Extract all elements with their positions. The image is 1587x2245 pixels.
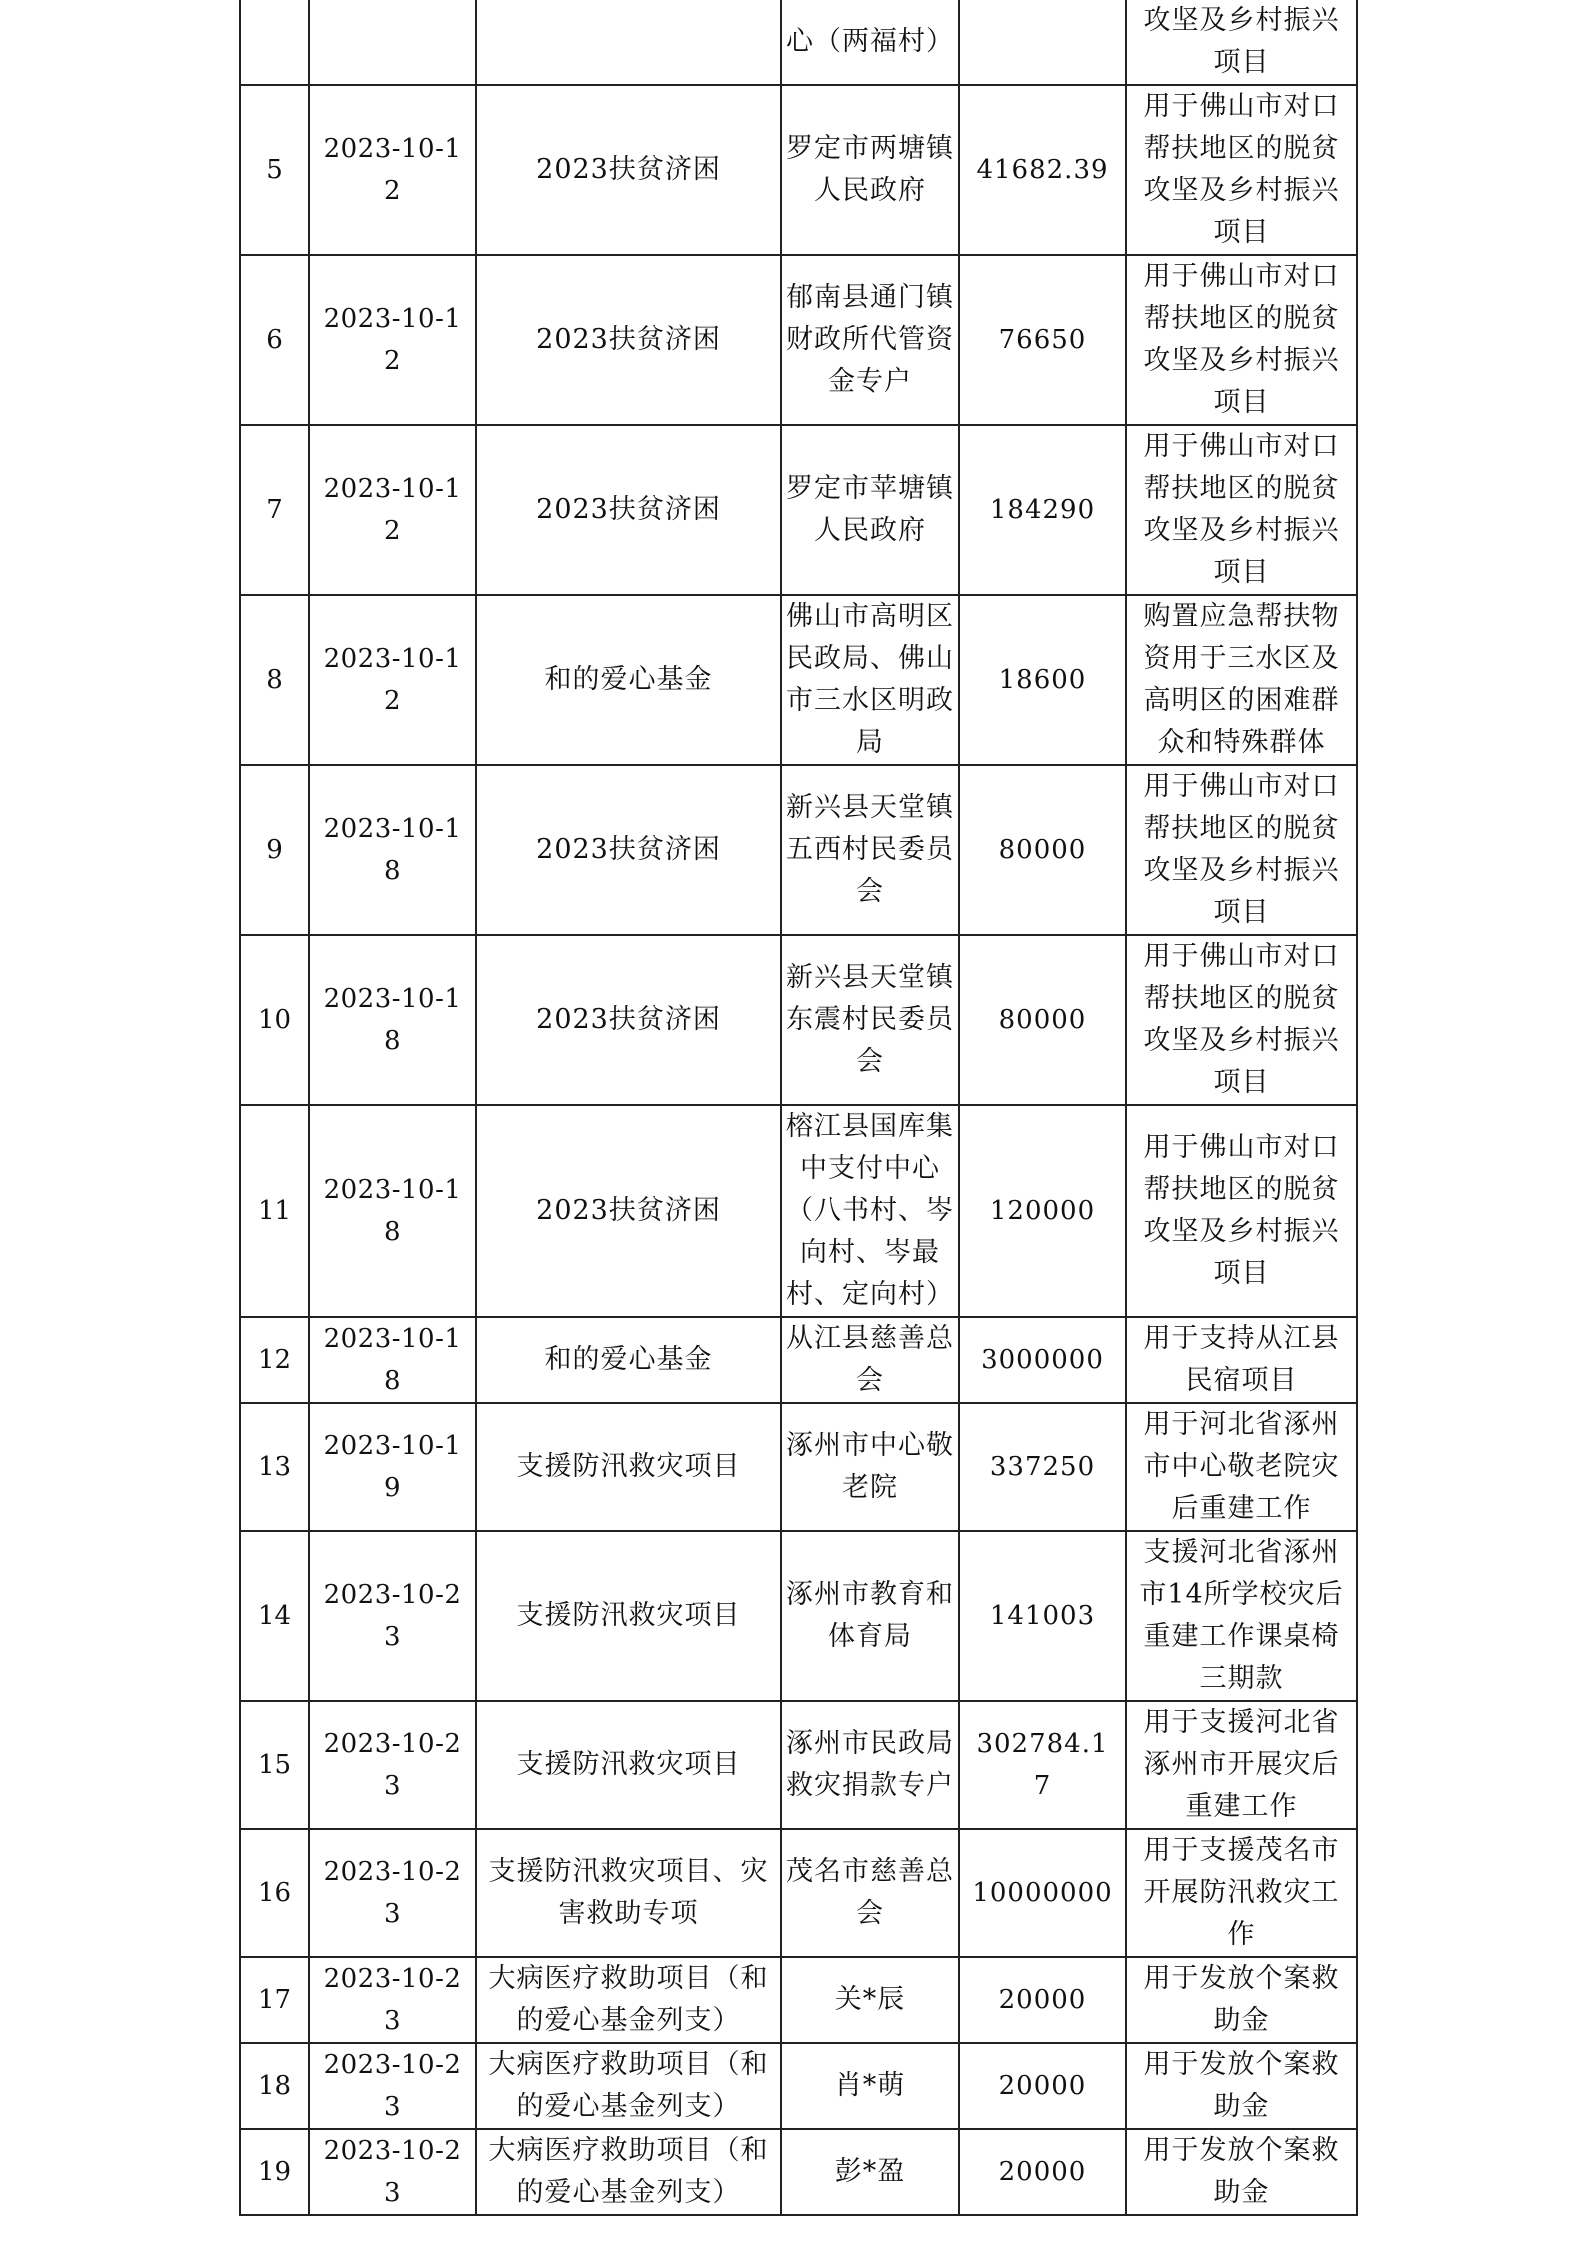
cell-amount: 337250 bbox=[959, 1403, 1126, 1531]
cell-recipient: 茂名市慈善总会 bbox=[781, 1829, 959, 1957]
cell-recipient: 榕江县国库集中支付中心（八书村、岑向村、岑最村、定向村） bbox=[781, 1105, 959, 1317]
cell-amount: 3000000 bbox=[959, 1317, 1126, 1403]
cell-amount: 80000 bbox=[959, 765, 1126, 935]
cell-purpose: 用于发放个案救助金 bbox=[1126, 2043, 1357, 2129]
cell-number: 14 bbox=[240, 1531, 309, 1701]
cell-date: 2023-10-23 bbox=[309, 1829, 476, 1957]
table-row bbox=[240, 1829, 1357, 1957]
cell-purpose: 攻坚及乡村振兴项目 bbox=[1126, 0, 1357, 85]
cell-recipient: 涿州市中心敬老院 bbox=[781, 1403, 959, 1531]
cell-number: 12 bbox=[240, 1317, 309, 1403]
cell-amount: 18600 bbox=[959, 595, 1126, 765]
cell-date: 2023-10-18 bbox=[309, 1317, 476, 1403]
table-row bbox=[240, 765, 1357, 935]
cell-purpose: 用于支持从江县民宿项目 bbox=[1126, 1317, 1357, 1403]
cell-project: 和的爱心基金 bbox=[476, 595, 781, 765]
cell-purpose: 用于发放个案救助金 bbox=[1126, 2129, 1357, 2215]
table-row bbox=[240, 1317, 1357, 1403]
cell-recipient: 佛山市高明区民政局、佛山市三水区明政局 bbox=[781, 595, 959, 765]
cell-number: 19 bbox=[240, 2129, 309, 2215]
cell-amount: 20000 bbox=[959, 2129, 1126, 2215]
cell-purpose: 用于佛山市对口帮扶地区的脱贫攻坚及乡村振兴项目 bbox=[1126, 255, 1357, 425]
cell-project: 2023扶贫济困 bbox=[476, 935, 781, 1105]
cell-date: 2023-10-12 bbox=[309, 425, 476, 595]
table-row bbox=[240, 1701, 1357, 1829]
cell-purpose: 用于佛山市对口帮扶地区的脱贫攻坚及乡村振兴项目 bbox=[1126, 1105, 1357, 1317]
cell-number: 11 bbox=[240, 1105, 309, 1317]
cell-recipient: 涿州市民政局救灾捐款专户 bbox=[781, 1701, 959, 1829]
cell-number: 17 bbox=[240, 1957, 309, 2043]
cell-project: 2023扶贫济困 bbox=[476, 425, 781, 595]
cell-number: 5 bbox=[240, 85, 309, 255]
cell-date: 2023-10-23 bbox=[309, 1531, 476, 1701]
cell-purpose: 用于佛山市对口帮扶地区的脱贫攻坚及乡村振兴项目 bbox=[1126, 765, 1357, 935]
cell-project: 大病医疗救助项目（和的爱心基金列支） bbox=[476, 2129, 781, 2215]
table-row bbox=[240, 1957, 1357, 2043]
cell-date: 2023-10-23 bbox=[309, 1957, 476, 2043]
cell-project: 大病医疗救助项目（和的爱心基金列支） bbox=[476, 2043, 781, 2129]
cell-number: 6 bbox=[240, 255, 309, 425]
cell-recipient: 心（两福村） bbox=[781, 0, 959, 85]
table-row bbox=[240, 0, 1357, 85]
cell-amount: 141003 bbox=[959, 1531, 1126, 1701]
cell-number: 9 bbox=[240, 765, 309, 935]
cell-number bbox=[240, 0, 309, 85]
cell-amount: 41682.39 bbox=[959, 85, 1126, 255]
cell-date: 2023-10-12 bbox=[309, 255, 476, 425]
cell-project: 支援防汛救灾项目 bbox=[476, 1403, 781, 1531]
cell-amount bbox=[959, 0, 1126, 85]
cell-recipient: 罗定市苹塘镇人民政府 bbox=[781, 425, 959, 595]
cell-number: 15 bbox=[240, 1701, 309, 1829]
table-row bbox=[240, 1105, 1357, 1317]
cell-recipient: 彭*盈 bbox=[781, 2129, 959, 2215]
cell-recipient: 从江县慈善总会 bbox=[781, 1317, 959, 1403]
cell-project: 和的爱心基金 bbox=[476, 1317, 781, 1403]
cell-purpose: 支援河北省涿州市14所学校灾后重建工作课桌椅三期款 bbox=[1126, 1531, 1357, 1701]
cell-date: 2023-10-23 bbox=[309, 2043, 476, 2129]
cell-amount: 120000 bbox=[959, 1105, 1126, 1317]
cell-date: 2023-10-12 bbox=[309, 595, 476, 765]
cell-amount: 76650 bbox=[959, 255, 1126, 425]
cell-recipient: 关*辰 bbox=[781, 1957, 959, 2043]
cell-number: 7 bbox=[240, 425, 309, 595]
cell-purpose: 用于发放个案救助金 bbox=[1126, 1957, 1357, 2043]
cell-project: 支援防汛救灾项目 bbox=[476, 1531, 781, 1701]
cell-date: 2023-10-18 bbox=[309, 935, 476, 1105]
cell-number: 10 bbox=[240, 935, 309, 1105]
cell-date: 2023-10-12 bbox=[309, 85, 476, 255]
table-row bbox=[240, 2043, 1357, 2129]
cell-project: 支援防汛救灾项目、灾害救助专项 bbox=[476, 1829, 781, 1957]
cell-amount: 302784.17 bbox=[959, 1701, 1126, 1829]
cell-project: 2023扶贫济困 bbox=[476, 255, 781, 425]
table-row bbox=[240, 255, 1357, 425]
table-row bbox=[240, 1403, 1357, 1531]
table-row bbox=[240, 1531, 1357, 1701]
table-body bbox=[240, 0, 1357, 2215]
table-row bbox=[240, 425, 1357, 595]
cell-number: 13 bbox=[240, 1403, 309, 1531]
cell-date: 2023-10-18 bbox=[309, 765, 476, 935]
cell-date: 2023-10-23 bbox=[309, 1701, 476, 1829]
cell-number: 18 bbox=[240, 2043, 309, 2129]
cell-date bbox=[309, 0, 476, 85]
cell-purpose: 用于佛山市对口帮扶地区的脱贫攻坚及乡村振兴项目 bbox=[1126, 935, 1357, 1105]
table-row bbox=[240, 85, 1357, 255]
cell-number: 16 bbox=[240, 1829, 309, 1957]
cell-amount: 80000 bbox=[959, 935, 1126, 1105]
cell-project: 大病医疗救助项目（和的爱心基金列支） bbox=[476, 1957, 781, 2043]
table-row bbox=[240, 2129, 1357, 2215]
cell-amount: 20000 bbox=[959, 2043, 1126, 2129]
cell-recipient: 罗定市两塘镇人民政府 bbox=[781, 85, 959, 255]
cell-amount: 184290 bbox=[959, 425, 1126, 595]
table-row bbox=[240, 935, 1357, 1105]
table-row bbox=[240, 595, 1357, 765]
cell-amount: 10000000 bbox=[959, 1829, 1126, 1957]
cell-purpose: 用于佛山市对口帮扶地区的脱贫攻坚及乡村振兴项目 bbox=[1126, 425, 1357, 595]
cell-purpose: 用于河北省涿州市中心敬老院灾后重建工作 bbox=[1126, 1403, 1357, 1531]
cell-recipient: 肖*萌 bbox=[781, 2043, 959, 2129]
cell-project: 2023扶贫济困 bbox=[476, 85, 781, 255]
cell-date: 2023-10-18 bbox=[309, 1105, 476, 1317]
cell-project: 支援防汛救灾项目 bbox=[476, 1701, 781, 1829]
cell-recipient: 新兴县天堂镇五西村民委员会 bbox=[781, 765, 959, 935]
cell-number: 8 bbox=[240, 595, 309, 765]
cell-recipient: 新兴县天堂镇东震村民委员会 bbox=[781, 935, 959, 1105]
donation-disbursement-table bbox=[239, 0, 1358, 2216]
cell-purpose: 用于支援河北省涿州市开展灾后重建工作 bbox=[1126, 1701, 1357, 1829]
cell-amount: 20000 bbox=[959, 1957, 1126, 2043]
cell-purpose: 购置应急帮扶物资用于三水区及高明区的困难群众和特殊群体 bbox=[1126, 595, 1357, 765]
cell-project bbox=[476, 0, 781, 85]
cell-project: 2023扶贫济困 bbox=[476, 1105, 781, 1317]
cell-date: 2023-10-19 bbox=[309, 1403, 476, 1531]
cell-project: 2023扶贫济困 bbox=[476, 765, 781, 935]
cell-date: 2023-10-23 bbox=[309, 2129, 476, 2215]
cell-purpose: 用于佛山市对口帮扶地区的脱贫攻坚及乡村振兴项目 bbox=[1126, 85, 1357, 255]
cell-purpose: 用于支援茂名市开展防汛救灾工作 bbox=[1126, 1829, 1357, 1957]
cell-recipient: 郁南县通门镇财政所代管资金专户 bbox=[781, 255, 959, 425]
cell-recipient: 涿州市教育和体育局 bbox=[781, 1531, 959, 1701]
